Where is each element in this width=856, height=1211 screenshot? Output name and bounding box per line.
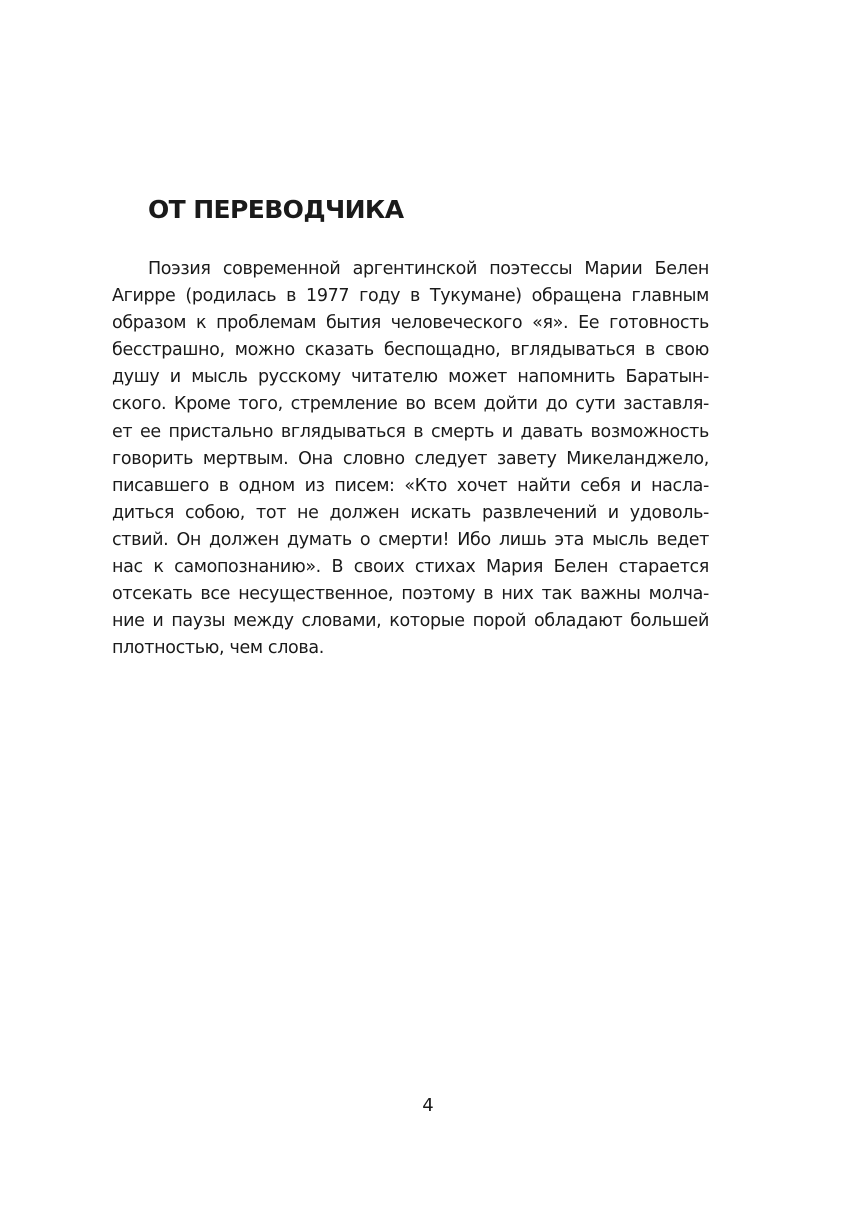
paragraph-line: бесстрашно, можно сказать беспощадно, вглядываться в свою [112,340,709,361]
page-number: 4 [422,1095,434,1116]
paragraph-line: ние и паузы между словами, которые порой обладают большей [112,611,709,632]
translator-note-paragraph [112,256,709,662]
paragraph-line: Агирре (родилась в 1977 году в Тукумане) обращена главным [112,286,709,307]
paragraph-line: отсекать все несущественное, поэтому в них так важны молча- [112,584,709,605]
paragraph-line: диться собою, тот не должен искать развлечений и удоволь- [112,502,709,523]
paragraph-line: ствий. Он должен думать о смерти! Ибо лишь эта мысль ведет [112,529,709,550]
paragraph-line: нас к самопознанию». В своих стихах Мария Белен старается [112,557,709,578]
paragraph-line: душу и мысль русскому читателю может напомнить Баратын- [112,367,709,388]
paragraph-line: ского. Кроме того, стремление во всем дойти до сути заставля- [112,394,709,415]
paragraph-line: образом к проблемам бытия человеческого «я». Ее готовность [112,313,709,334]
paragraph-line: Поэзия современной аргентинской поэтессы Марии Белен [148,259,709,279]
paragraph-line: говорить мертвым. Она словно следует завету Микеланджело, [112,448,709,469]
paragraph-line: плотностью, чем слова. [112,638,324,659]
paragraph-line: писавшего в одном из писем: «Кто хочет найти себя и насла- [112,475,709,496]
paragraph-line: ет ее пристально вглядываться в смерть и давать возможность [112,421,709,442]
section-heading: ОТ ПЕРЕВОДЧИКА [148,195,404,224]
